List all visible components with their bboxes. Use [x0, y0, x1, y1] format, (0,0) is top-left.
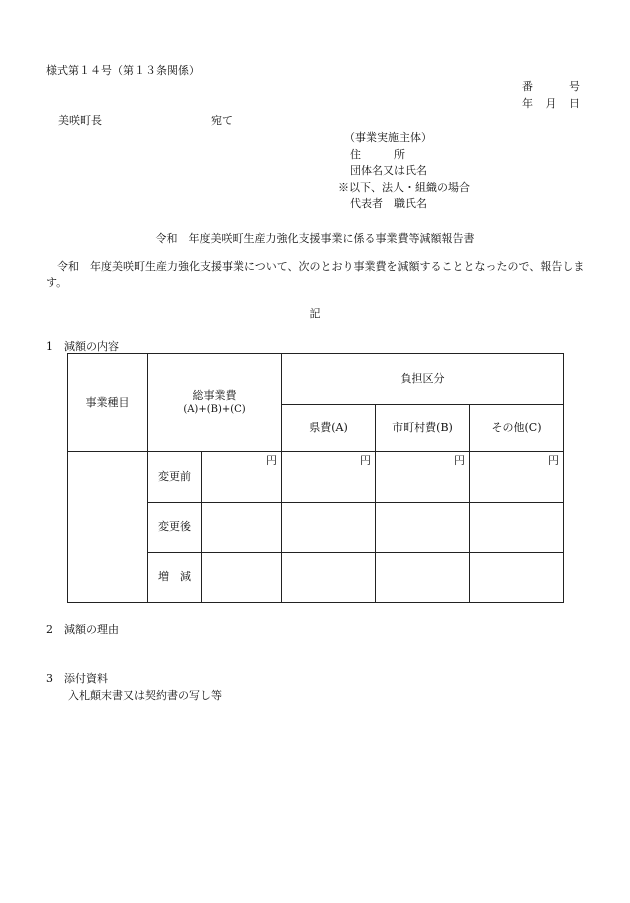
- record-label: 記: [309, 307, 321, 320]
- header-municipal-cost: 市町村費(B): [376, 405, 470, 452]
- document-number-label: [522, 80, 580, 94]
- address-label: 住 所: [350, 148, 405, 161]
- row-before-label: 変更前: [148, 452, 202, 502]
- diff-other-cell[interactable]: [470, 552, 564, 602]
- header-burden-category: 負担区分: [282, 354, 564, 405]
- applicant-heading: （事業実施主体）: [344, 131, 432, 144]
- diff-municipal-cell[interactable]: [376, 552, 470, 602]
- number-suffix: 号: [569, 80, 580, 93]
- after-other-cell[interactable]: [470, 502, 564, 552]
- header-prefecture-cost: 県費(A): [282, 405, 376, 452]
- before-municipal-cell[interactable]: 円: [376, 452, 470, 502]
- after-municipal-cell[interactable]: [376, 502, 470, 552]
- section-3-heading: 3 添付資料: [46, 672, 108, 685]
- diff-total-cell[interactable]: [202, 552, 282, 602]
- date-year: 年: [522, 97, 533, 110]
- attachment-item: 入札顛末書又は契約書の写し等: [68, 689, 222, 702]
- document-title: 令和 年度美咲町生産力強化支援事業に係る事業費等減額報告書: [155, 232, 475, 245]
- addressee-suffix: 宛て: [211, 114, 233, 127]
- date-month: 月: [545, 97, 557, 110]
- before-prefecture-cell[interactable]: 円: [282, 452, 376, 502]
- header-total-cost: [148, 354, 282, 452]
- before-other-cell[interactable]: 円: [470, 452, 564, 502]
- section-2-heading: 2 減額の理由: [46, 623, 119, 636]
- total-cost-formula: (A)+(B)+(C): [183, 403, 246, 415]
- total-cost-label: 総事業費: [192, 388, 237, 402]
- name-label: 団体名又は氏名: [350, 164, 427, 177]
- section-1-heading: 1 減額の内容: [46, 340, 119, 353]
- after-prefecture-cell[interactable]: [282, 502, 376, 552]
- addressee: 美咲町長: [58, 114, 102, 127]
- row-diff-label: 増 減: [148, 552, 202, 602]
- before-total-cell[interactable]: 円: [202, 452, 282, 502]
- date-day: 日: [569, 97, 580, 110]
- diff-prefecture-cell[interactable]: [282, 552, 376, 602]
- corporate-note: ※以下、法人・組織の場合: [338, 181, 470, 194]
- date-label: [522, 97, 580, 111]
- header-business-type: 事業種目: [68, 354, 148, 452]
- body-text: 令和 年度美咲町生産力強化支援事業について、次のとおり事業費を減額することとなったので、報告します。: [46, 260, 585, 289]
- form-number: 様式第１４号（第１３条関係）: [46, 64, 200, 77]
- reduction-table: [67, 353, 564, 603]
- business-type-cell[interactable]: [68, 452, 148, 603]
- number-prefix: 番: [522, 80, 533, 93]
- header-other-cost: その他(C): [470, 405, 564, 452]
- representative-label: 代表者 職氏名: [350, 197, 427, 210]
- row-after-label: 変更後: [148, 502, 202, 552]
- after-total-cell[interactable]: [202, 502, 282, 552]
